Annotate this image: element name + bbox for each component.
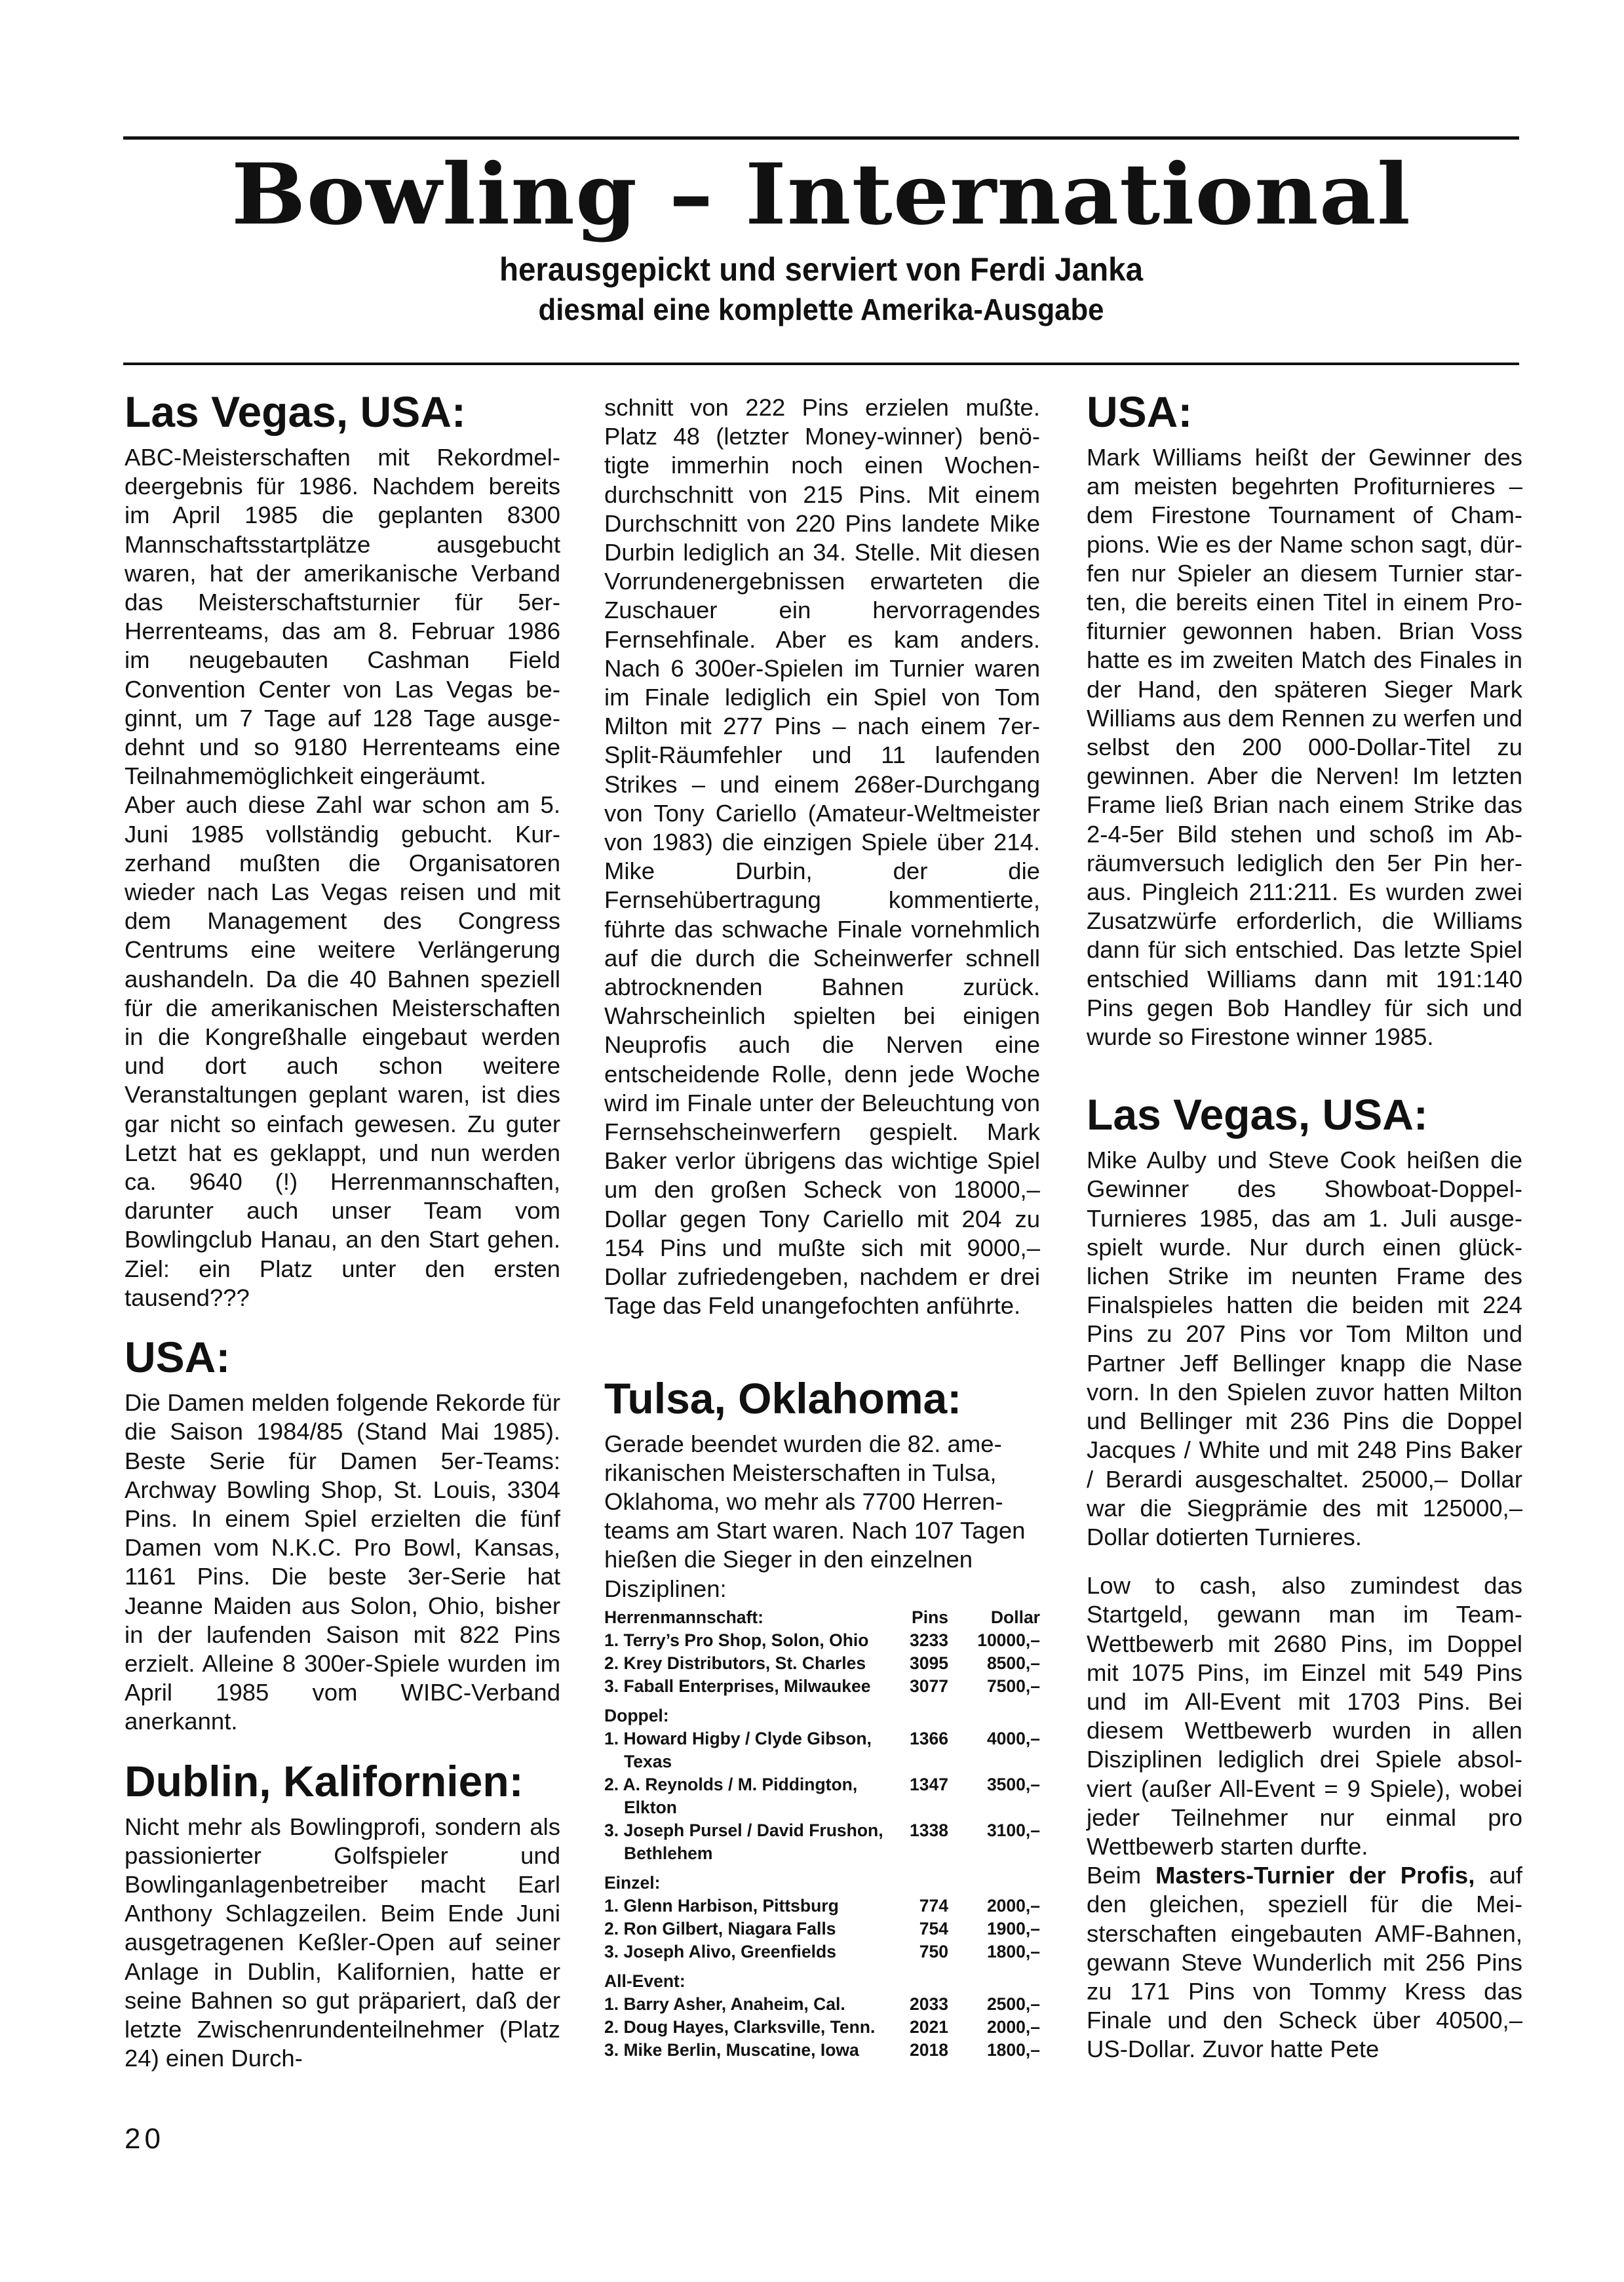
article-usa-firestone [1087, 387, 1522, 1052]
row-pins: 2021 [910, 2016, 948, 2037]
article-paragraph: Die Damen melden folgende Rekorde für die Saison 1984/85 (Stand Mai 1985). Beste Serie für Damen 5er-Teams: Archway Bowling Shop, St. Louis, 3304 Pins. In einem Spiel erzielten die fünf Damen vom N.K.C. Pro Bowl, Kansas, 1161 Pins. Die beste 3er-Serie hat Jeanne Maiden aus Solon, Ohio, bisher in der laufenden Saison mit 822 Pins erzielt. Alleine 8 300er-Spiele wurden im April 1985 vom WIBC-Verband anerkannt. [125, 1389, 560, 1735]
row-pins: 1338 [910, 1820, 948, 1840]
row-pins: 1347 [910, 1774, 948, 1794]
row-dollar: 3500,– [986, 1774, 1040, 1794]
row-pins: 750 [919, 1941, 948, 1961]
masthead [123, 146, 1519, 329]
group-header-row [604, 1865, 1040, 1895]
byline: herausgepickt und serviert von Ferdi Janka [499, 251, 1144, 288]
section-heading: USA: [1087, 387, 1193, 436]
table-row [604, 1727, 1040, 1773]
row-name: 3. Mike Berlin, Muscatine, Iowa [604, 2039, 859, 2060]
top-rule [123, 136, 1519, 140]
group-label: Einzel: [604, 1872, 661, 1893]
row-name: 2. Ron Gilbert, Niagara Falls [604, 1918, 836, 1938]
row-name: 1. Barry Asher, Anaheim, Cal. [604, 1994, 845, 2014]
row-dollar: 10000,– [977, 1630, 1040, 1650]
section-heading: Las Vegas, USA: [1087, 1090, 1428, 1139]
row-pins: 3233 [910, 1630, 948, 1650]
results-table [604, 1606, 1040, 2062]
row-name: 1. Terry’s Pro Shop, Solon, Ohio [604, 1630, 869, 1650]
row-dollar: 4000,– [986, 1728, 1040, 1748]
article-paragraph-masters [1087, 1861, 1522, 2064]
row-pins: 754 [919, 1918, 948, 1938]
row-name [604, 1819, 889, 1865]
row-dollar: 1800,– [986, 2039, 1040, 2060]
masthead-bottom-rule [123, 363, 1519, 365]
row-name [604, 1773, 889, 1819]
row-name-cont: Texas [624, 1751, 672, 1771]
row-name-line: 2. A. Reynolds / M. Piddington, [604, 1774, 858, 1794]
masters-rest: auf den gleichen, speziell für die Meisterschaften eingebauten AMF-Bahnen, gewann Steve Wunderlich mit 256 Pins zu 171 Pins von Tommy Kress das Finale und den Scheck über 40500,– US-Dollar. Zuvor hatte Pete [1087, 1862, 1522, 2063]
table-row [604, 1629, 1040, 1652]
row-name [604, 1727, 889, 1773]
row-dollar: 2500,– [986, 1994, 1040, 2014]
row-pins: 2033 [910, 1994, 948, 2014]
section-heading: Tulsa, Oklahoma: [604, 1373, 962, 1423]
article-paragraph: ABC-Meisterschaften mit Rekordmeldeergebnis für 1986. Nachdem bereits im April 1985 die geplanten 8300 Mannschaftsstartplätze ausgebucht waren, hat der amerikanische Verband das Meisterschaftsturnier für 5er-Herrenteams, das am 8. Februar 1986 im neugebauten Cashman Field Convention Center von Las Vegas beginnt, um 7 Tage auf 128 Tage ausgedehnt und so 9180 Herrenteams eine Teilnahmemöglichkeit eingeräumt. [125, 444, 560, 790]
table-row [604, 1918, 1040, 1940]
group-label: All-Event: [604, 1971, 686, 1991]
group-header-row [604, 1698, 1040, 1727]
table-row [604, 2016, 1040, 2039]
article-paragraph: Mike Aulby und Steve Cook heißen die Gewinner des Showboat-Doppel-Turnieres 1985, das am 1. Juli ausgespielt wurde. Nur durch einen glücklichen Strike im neunten Frame des Finalspieles hatten die beiden mit 224 Pins zu 207 Pins vor Tom Milton und Partner Jeff Bellinger knapp die Nase vorn. In den Spielen zuvor hatten Milton und Bellinger mit 236 Pins die Doppel Jacques / White und mit 248 Pins Baker / Berardi ausgeschaltet. 25000,– Dollar war die Siegprämie des mit 125000,– Dollar dotierten Turnieres. [1087, 1147, 1522, 1550]
article-paragraph: Nicht mehr als Bowlingprofi, sondern als passionierter Golfspieler und Bowlinganlagenbetreiber macht Earl Anthony Schlagzeilen. Beim Ende Juni ausgetragenen Keßler-Open auf seiner Anlage in Dublin, Kalifornien, hatte er seine Bahnen so gut präpariert, daß der letzte Zwischenrundenteilnehmer (Platz 24) einen Durch- [125, 1813, 560, 2072]
table-row [604, 1675, 1040, 1698]
article-tulsa [604, 1373, 1040, 2062]
column-3 [1087, 387, 1522, 2064]
row-name-cont: Bethlehem [624, 1843, 713, 1863]
table-row [604, 1895, 1040, 1918]
row-name-line: 1. Howard Higby / Clyde Gibson, [604, 1728, 872, 1748]
row-pins: 2018 [910, 2039, 948, 2060]
table-header-row [604, 1606, 1040, 1629]
column-2 [604, 393, 1040, 2062]
group-label: Doppel: [604, 1705, 669, 1725]
article-las-vegas-abc [125, 387, 560, 1312]
article-dublin [125, 1756, 560, 2074]
row-dollar: 1800,– [986, 1941, 1040, 1961]
table-row [604, 1940, 1040, 1963]
row-dollar: 2000,– [986, 2016, 1040, 2037]
article-paragraph: Gerade beendet wurden die 82. amerikanischen Meisterschaften in Tulsa, Oklahoma, wo mehr als 7700 Herrenteams am Start waren. Nach 107 Tagen hießen die Sieger in den einzelnen Disziplinen: [604, 1430, 1026, 1602]
row-dollar: 7500,– [986, 1676, 1040, 1696]
edition-note: diesmal eine komplette Amerika-Ausgabe [538, 292, 1104, 326]
table-row [604, 1993, 1040, 2016]
row-dollar: 1900,– [986, 1918, 1040, 1938]
article-paragraph: Aber auch diese Zahl war schon am 5. Juni 1985 vollständig gebucht. Kurzerhand mußten die Organisatoren wieder nach Las Vegas reisen und mit dem Management des Congress Centrums eine weitere Verlängerung aushandeln. Da die 40 Bahnen speziell für die amerikanischen Meisterschaften in die Kongreßhalle eingebaut werden und dort auch schon weitere Veranstaltungen geplant waren, ist dies gar nicht so einfach gewesen. Zu guter Letzt hat es geklappt, und nun werden ca. 9640 (!) Herrenmannschaften, darunter auch unser Team vom Bowlingclub Hanau, an den Start gehen. Ziel: ein Platz unter den ersten tausend??? [125, 791, 560, 1311]
row-name: 1. Glenn Harbison, Pittsburg [604, 1895, 839, 1916]
article-paragraph: Mark Williams heißt der Gewinner des am meisten begehrten Profiturnieres – dem Firestone Tournament of Champions. Wie es der Name schon sagt, dürfen nur Spieler an diesem Turnier starten, die bereits einen Titel in einem Profiturnier gewonnen haben. Brian Voss hatte es im zweiten Match des Finales in der Hand, den späteren Sieger Mark Williams aus dem Rennen zu werfen und selbst den 200 000-Dollar-Titel zu gewinnen. Aber die Nerven! Im letzten Frame ließ Brian nach einem Strike das 2-4-5er Bild stehen und schoß im Abräumversuch lediglich den 5er Pin heraus. Pingleich 211:211. Es wurden zwei Zusatzwürfe erforderlich, die Williams dann für sich entschied. Das letzte Spiel entschied Williams dann mit 191:140 Pins gegen Bob Handley für sich und wurde so Firestone winner 1985. [1087, 444, 1522, 1051]
row-name: 2. Krey Distributors, St. Charles [604, 1653, 866, 1673]
article-paragraph-continued: schnitt von 222 Pins erzielen mußte. Platz 48 (letzter Money-winner) benötigte immerhin noch einen Wochendurchschnitt von 215 Pins. Mit einem Durchschnitt von 220 Pins landete Mike Durbin lediglich an 34. Stelle. Mit diesen Vorrundenergebnissen erwarteten die Zuschauer ein hervorragendes Fernsehfinale. Aber es kam anders. Nach 6 300er-Spielen im Turnier waren im Finale lediglich ein Spiel von Tom Milton mit 277 Pins – nach einem 7er-Split-Räumfehler und 11 laufenden Strikes – und einem 268er-Durchgang von Tony Cariello (Amateur-Weltmeister von 1983) die einzigen Spiele über 214. Mike Durbin, der die Fernsehübertragung kommentierte, führte das schwache Finale vornehmlich auf die durch die Scheinwerfer schnell abtrocknenden Bahnen zurück. Wahrscheinlich spielten bei einigen Neuprofis auch die Nerven eine entscheidende Rolle, denn jede Woche wird im Finale unter der Beleuchtung von Fernsehscheinwerfern gespielt. Mark Baker verlor übrigens das wichtige Spiel um den großen Scheck von 18000,– Dollar gegen Tony Cariello mit 204 zu 154 Pins und mußte sich mit 9000,– Dollar zufriedengeben, nachdem er drei Tage das Feld unangefochten anführte. [604, 394, 1040, 1320]
section-heading: Dublin, Kalifornien: [125, 1756, 524, 1805]
section-heading: USA: [125, 1333, 231, 1382]
masters-lead: Beim [1087, 1862, 1156, 1889]
group-header-row [604, 1963, 1040, 1993]
page-title: Bowling – International [231, 146, 1412, 244]
masters-emphasis: Masters-Turnier der Profis, [1155, 1862, 1475, 1889]
row-pins: 3077 [910, 1676, 948, 1696]
column-header-dollar: Dollar [990, 1607, 1040, 1627]
article-paragraph: Low to cash, also zumindest das Startgeld, gewann man im Team-Wettbewerb mit 2680 Pins, im Doppel mit 1075 Pins, im Einzel mit 549 Pins und im All-Event mit 1703 Pins. Bei diesem Wettbewerb wurden in allen Disziplinen lediglich drei Spiele absolviert (außer All-Event = 9 Spiele), wobei jeder Teilnehmer nur einmal pro Wettbewerb starten durfte. [1087, 1572, 1522, 1860]
row-dollar: 2000,– [986, 1895, 1040, 1916]
table-row [604, 2039, 1040, 2062]
row-dollar: 3100,– [986, 1820, 1040, 1840]
row-name: 3. Faball Enterprises, Milwaukee [604, 1676, 871, 1696]
row-name-cont: Elkton [624, 1797, 677, 1817]
row-pins: 774 [919, 1895, 948, 1916]
table-row [604, 1652, 1040, 1675]
group-label: Herrenmannschaft: [604, 1607, 764, 1627]
page-number: 20 [125, 2123, 164, 2155]
row-name: 3. Joseph Alivo, Greenfields [604, 1941, 836, 1961]
column-header-pins: Pins [912, 1607, 948, 1627]
article-usa-damen [125, 1332, 560, 1736]
table-row [604, 1819, 1040, 1865]
row-dollar: 8500,– [986, 1653, 1040, 1673]
row-pins: 3095 [910, 1653, 948, 1673]
table-row [604, 1773, 1040, 1819]
column-1 [125, 387, 560, 2073]
row-name-line: 3. Joseph Pursel / David Frushon, [604, 1820, 883, 1840]
article-las-vegas-showboat [1087, 1090, 1522, 2064]
section-heading: Las Vegas, USA: [125, 387, 466, 436]
row-pins: 1366 [910, 1728, 948, 1748]
row-name: 2. Doug Hayes, Clarksville, Tenn. [604, 2016, 876, 2037]
